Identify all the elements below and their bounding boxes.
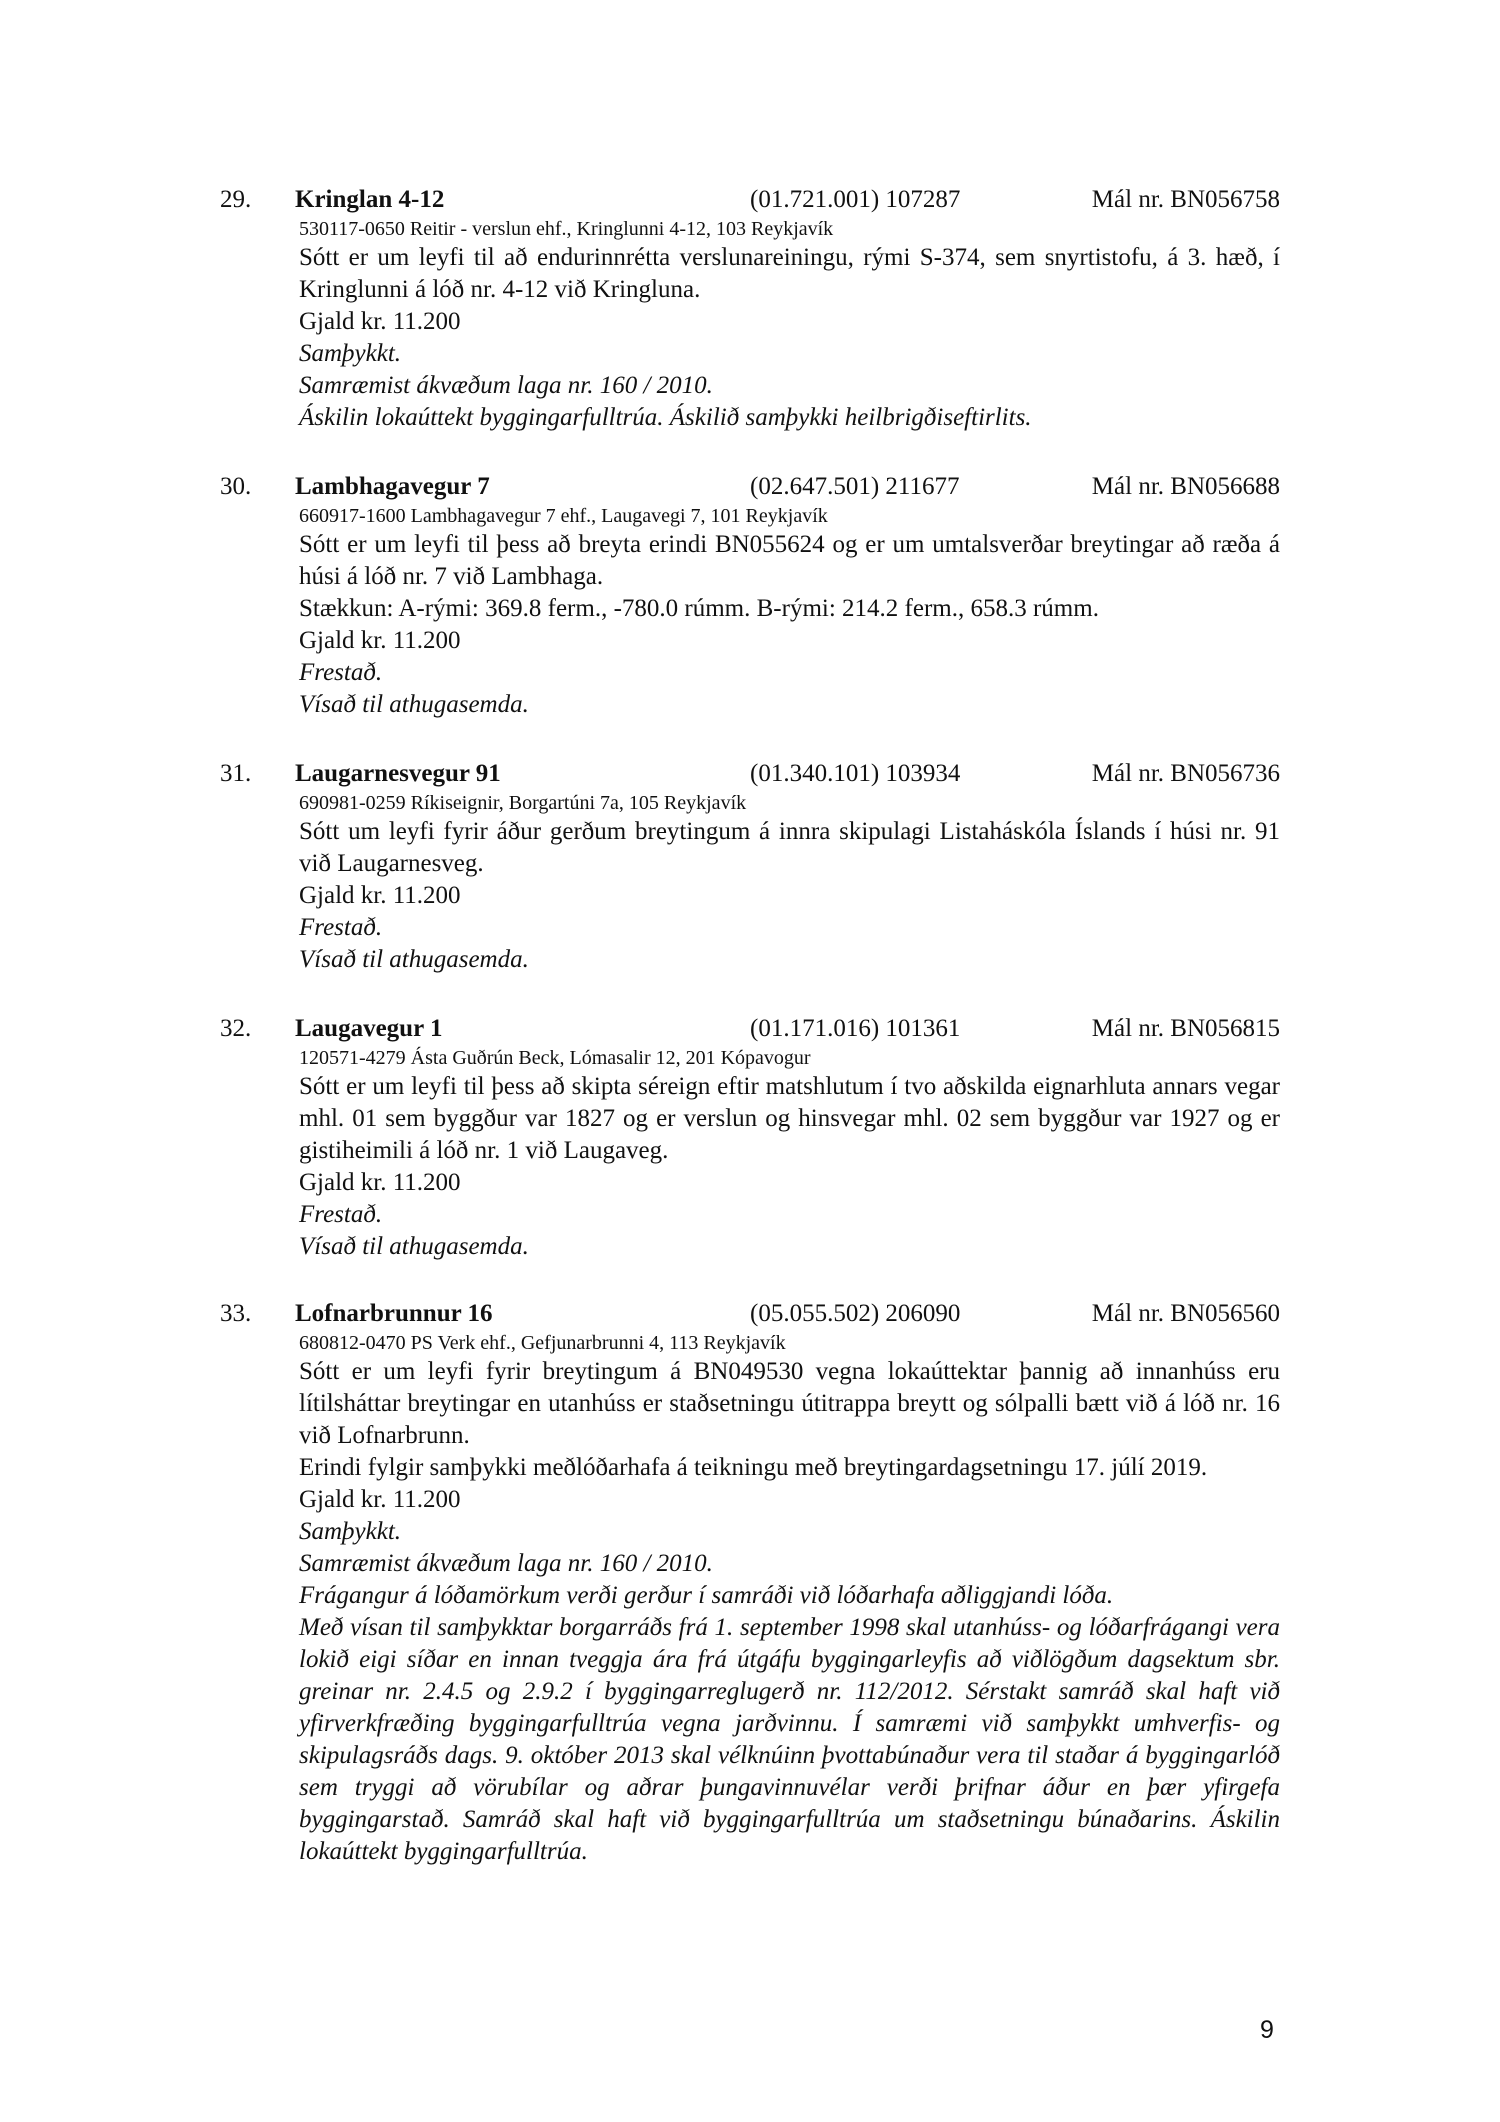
case-entry [220, 183, 1280, 434]
note-line: Vísað til athugasemda. [299, 946, 529, 973]
entry-header [220, 1297, 1280, 1331]
entry-text: Sótt er um leyfi til þess að breyta erindi BN055624 og er um umtalsverðar breytingar að ræða á húsi á lóð nr. 7 við Lambhaga. [299, 531, 1280, 590]
property-address: Laugarnesvegur 91 [295, 760, 501, 787]
case-number: Mál nr. BN056736 [1091, 760, 1280, 787]
entry-number: 29. [220, 186, 252, 213]
note-line: Samræmist ákvæðum laga nr. 160 / 2010. [299, 372, 713, 399]
decision-line: Samþykkt. [299, 340, 402, 367]
case-entry [220, 757, 1280, 976]
note-line: Vísað til athugasemda. [299, 1233, 529, 1260]
entry-number: 32. [220, 1015, 252, 1042]
entry-number: 33. [220, 1300, 252, 1327]
case-entry [220, 1012, 1280, 1263]
applicant-line: 660917-1600 Lambhagavegur 7 ehf., Laugavegi 7, 101 Reykjavík [299, 505, 828, 527]
entry-number: 30. [220, 473, 252, 500]
property-address: Lambhagavegur 7 [295, 473, 490, 500]
note-line: Vísað til athugasemda. [299, 691, 529, 718]
decision-line: Frestað. [299, 1201, 383, 1228]
entry-text: Erindi fylgir samþykki meðlóðarhafa á teikningu með breytingardagsetningu 17. júlí 2019. [299, 1454, 1208, 1481]
property-code: (05.055.502) 206090 [750, 1300, 961, 1327]
note-line: Áskilin lokaúttekt byggingarfulltrúa. Áskilið samþykki heilbrigðiseftirlits. [299, 404, 1032, 431]
property-code: (01.340.101) 103934 [750, 760, 961, 787]
case-number: Mál nr. BN056758 [1091, 186, 1280, 213]
fee-line: Gjald kr. 11.200 [299, 1486, 461, 1513]
decision-line: Samþykkt. [299, 1518, 402, 1545]
entry-text: Sótt er um leyfi fyrir breytingum á BN049530 vegna lokaúttektar þannig að innanhúss eru lítilsháttar breytingar en utanhúss er staðsetningu útitrappa breytt og sólpalli bætt við á lóð nr. 16 við Lofnarbrunn. [299, 1358, 1280, 1449]
entry-header [220, 470, 1280, 504]
entry-header [220, 183, 1280, 217]
entry-text: Sótt um leyfi fyrir áður gerðum breytingum á innra skipulagi Listaháskóla Íslands í húsi nr. 91 við Laugarnesveg. [299, 818, 1280, 877]
property-address: Laugavegur 1 [295, 1015, 443, 1042]
case-entry [220, 1297, 1280, 1868]
decision-line: Frestað. [299, 914, 383, 941]
applicant-line: 530117-0650 Reitir - verslun ehf., Kringlunni 4-12, 103 Reykjavík [299, 218, 834, 240]
case-number: Mál nr. BN056688 [1091, 473, 1280, 500]
applicant-line: 680812-0470 PS Verk ehf., Gefjunarbrunni 4, 113 Reykjavík [299, 1332, 786, 1354]
case-entry [220, 470, 1280, 721]
entry-header [220, 1012, 1280, 1046]
property-address: Lofnarbrunnur 16 [295, 1300, 493, 1327]
entry-text: Sótt er um leyfi til að endurinnrétta verslunareiningu, rými S-374, sem snyrtistofu, á 3. hæð, í Kringlunni á lóð nr. 4-12 við Kringluna. [299, 244, 1280, 303]
fee-line: Gjald kr. 11.200 [299, 1169, 461, 1196]
fee-line: Gjald kr. 11.200 [299, 882, 461, 909]
decision-line: Frestað. [299, 659, 383, 686]
fee-line: Gjald kr. 11.200 [299, 627, 461, 654]
applicant-line: 120571-4279 Ásta Guðrún Beck, Lómasalir 12, 201 Kópavogur [299, 1047, 811, 1069]
entry-text: Sótt er um leyfi til þess að skipta séreign eftir matshlutum í tvo aðskilda eignarhluta annars vegar mhl. 01 sem byggður var 1827 og er verslun og hinsvegar mhl. 02 sem byggður var 1927 og er gistiheimili á lóð nr. 1 við Laugaveg. [299, 1073, 1280, 1164]
entry-number: 31. [220, 760, 252, 787]
property-code: (02.647.501) 211677 [750, 473, 960, 500]
note-line: Frágangur á lóðamörkum verði gerður í samráði við lóðarhafa aðliggjandi lóða. [299, 1582, 1114, 1609]
fee-line: Gjald kr. 11.200 [299, 308, 461, 335]
property-address: Kringlan 4-12 [295, 186, 445, 213]
entry-header [220, 757, 1280, 791]
note-line: Með vísan til samþykktar borgarráðs frá 1. september 1998 skal utanhúss- og lóðarfrágangi vera lokið eigi síðar en innan tveggja ára frá útgáfu byggingarleyfis að viðlögðum dagsektum sbr. greinar nr. 2.4.5 og 2.9.2 í byggingarreglugerð nr. 112/2012. Sérstakt samráð skal haft við yfirverkfræðing byggingarfulltrúa vegna jarðvinnu. Í samræmi við samþykkt umhverfis- og skipulagsráðs dags. 9. október 2013 skal vélknúinn þvottabúnaður vera til staðar á byggingarlóð sem tryggi að vörubílar og aðrar þungavinnuvélar verði þrifnar áður en þær yfirgefa byggingarstað. Samráð skal haft við byggingarfulltrúa um staðsetningu búnaðarins. Áskilin lokaúttekt byggingarfulltrúa. [299, 1614, 1280, 1865]
case-number: Mál nr. BN056560 [1091, 1300, 1280, 1327]
page-number: 9 [1260, 2016, 1274, 2044]
property-code: (01.721.001) 107287 [750, 186, 961, 213]
entry-text: Stækkun: A-rými: 369.8 ferm., -780.0 rúmm. B-rými: 214.2 ferm., 658.3 rúmm. [299, 595, 1099, 622]
note-line: Samræmist ákvæðum laga nr. 160 / 2010. [299, 1550, 713, 1577]
applicant-line: 690981-0259 Ríkiseignir, Borgartúni 7a, 105 Reykjavík [299, 792, 747, 814]
case-number: Mál nr. BN056815 [1091, 1015, 1280, 1042]
property-code: (01.171.016) 101361 [750, 1015, 961, 1042]
